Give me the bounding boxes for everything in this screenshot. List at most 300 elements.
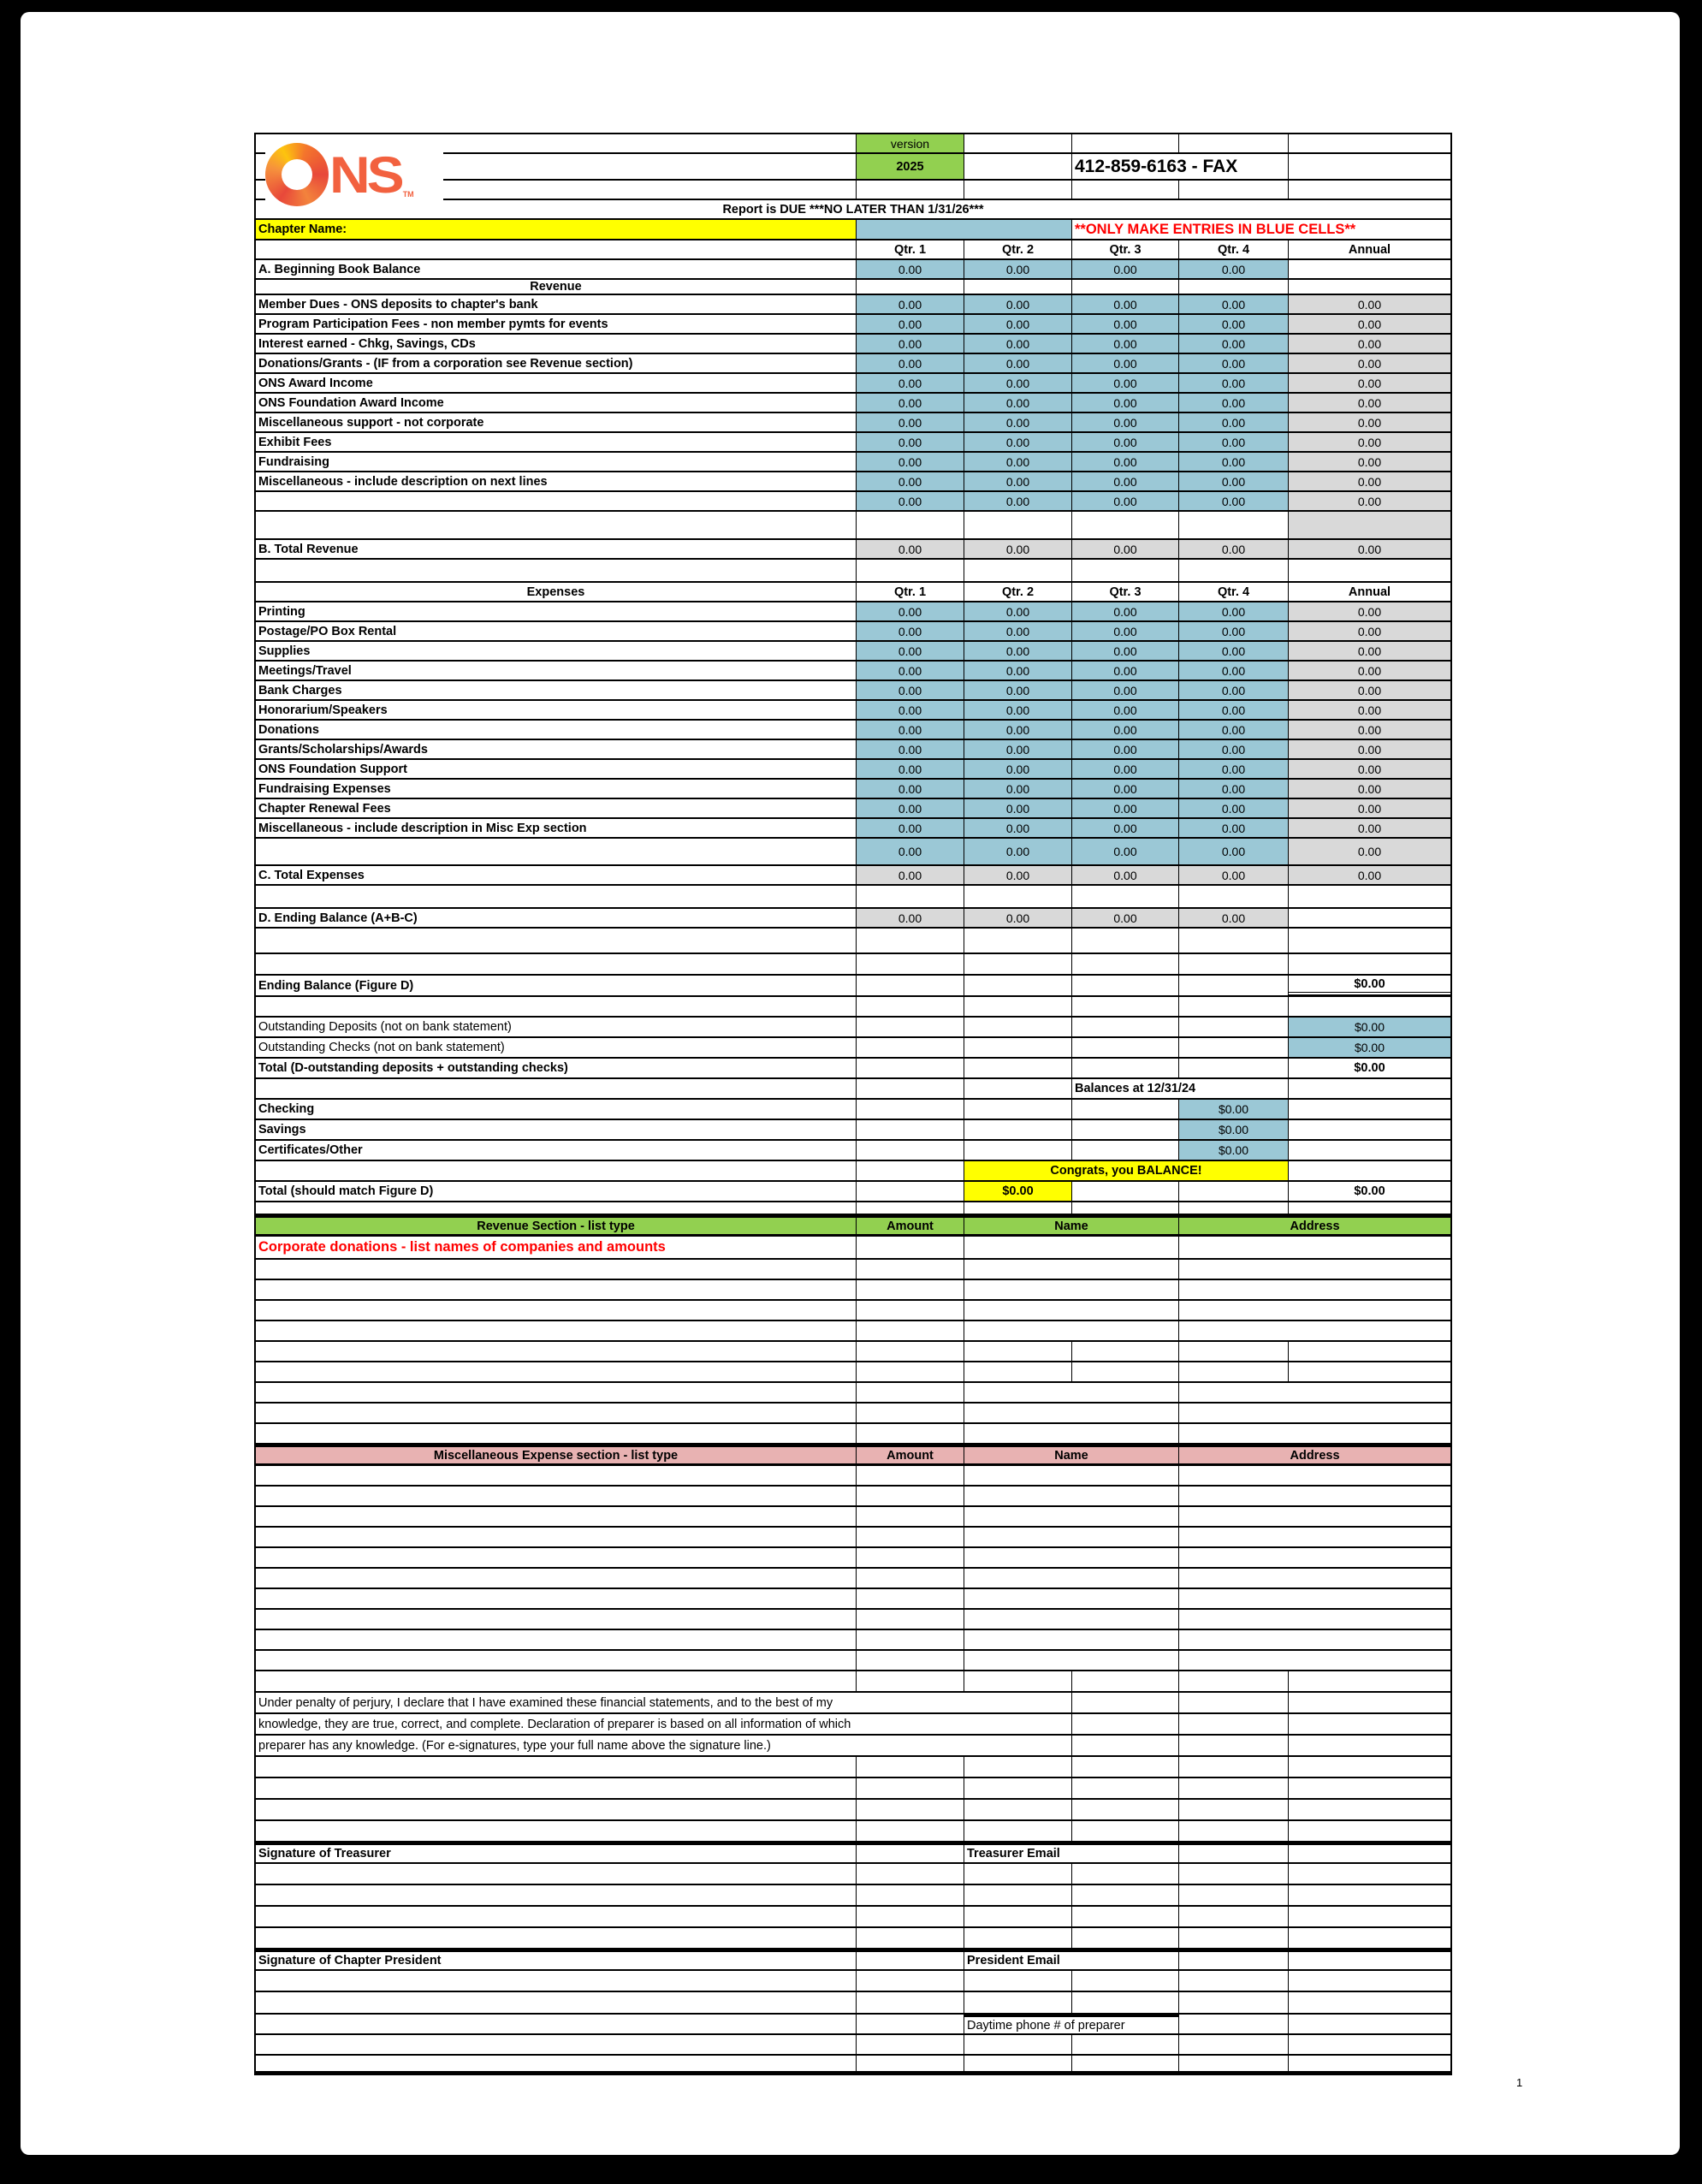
entry-cell[interactable]: 0.00 [857,819,964,837]
entry-cell[interactable]: 0.00 [857,335,964,353]
grid-cell [857,1800,964,1819]
sheet-row [256,354,1450,374]
entry-cell[interactable]: 0.00 [964,492,1072,510]
label-cell: Outstanding Deposits (not on bank statement) [256,1018,857,1036]
entry-cell[interactable]: 0.00 [1179,295,1289,313]
entry-cell[interactable]: 0.00 [1179,662,1289,680]
sheet-row [256,954,1450,976]
entry-cell[interactable]: 0.00 [857,740,964,758]
grid-cell [1072,1757,1179,1777]
value-cell: 0.00 [1289,413,1450,431]
value-cell: $0.00 [1354,1061,1385,1075]
sheet-row [256,374,1450,394]
entry-cell[interactable]: 0.00 [1072,433,1179,451]
label-cell: ONS Award Income [256,374,857,392]
grid-cell [256,1161,857,1180]
grid-cell [1179,1821,1289,1841]
grid-cell [1179,1907,1289,1926]
grid-cell [1179,997,1289,1016]
entry-cell[interactable]: 0.00 [1179,413,1289,431]
grid-cell [1289,1885,1450,1905]
sheet-row [256,1383,1450,1404]
grid-cell [964,1971,1072,1991]
entry-cell[interactable]: 0.00 [1072,472,1179,490]
entry-cell[interactable]: 0.00 [964,681,1072,699]
entry-cell[interactable]: 0.00 [857,354,964,372]
entry-cell[interactable]: 0.00 [964,433,1072,451]
grid-cell [1179,1736,1289,1755]
grid-cell [857,1059,964,1077]
grid-cell [1179,1202,1289,1214]
sheet-row [256,1079,1450,1100]
entry-cell[interactable]: 0.00 [1072,622,1179,640]
grid-cell [1179,1038,1289,1057]
value-cell: 0.00 [1289,335,1450,353]
grid-cell [1072,1059,1179,1077]
grid-cell [857,1907,964,1926]
grid-cell [1289,1714,1450,1734]
grid-cell [964,1569,1179,1588]
label-cell: Fundraising Expenses [256,780,857,798]
grid-cell [857,1182,964,1201]
entry-cell[interactable]: 0.00 [964,622,1072,640]
entry-cell[interactable]: 0.00 [1179,642,1289,660]
grid-cell [256,1885,857,1905]
sheet-row [256,602,1450,622]
grid-cell [857,886,964,907]
entry-cell[interactable]: 0.00 [1072,453,1179,471]
entry-cell[interactable]: 0.00 [964,472,1072,490]
grid-cell [964,1487,1179,1505]
entry-cell[interactable]: 0.00 [1179,453,1289,471]
value-cell: 0.00 [1289,374,1450,392]
label-cell: 412-859-6163 - FAX [1072,154,1289,179]
label-cell: Meetings/Travel [256,662,857,680]
entry-cell[interactable]: 0.00 [1179,374,1289,392]
grid-cell [857,560,964,581]
entry-cell[interactable]: 0.00 [964,839,1072,864]
sheet-row [256,701,1450,721]
entry-cell[interactable]: 0.00 [964,662,1072,680]
label-cell: Printing [256,602,857,620]
entry-cell[interactable]: 0.00 [1179,394,1289,412]
grid-cell [1179,1237,1450,1258]
entry-cell[interactable]: 0.00 [857,622,964,640]
label-cell: Interest earned - Chkg, Savings, CDs [256,335,857,353]
grid-cell [964,2035,1072,2054]
entry-cell[interactable]: 0.00 [1072,602,1179,620]
sheet-row [256,394,1450,413]
sheet-row [256,1778,1450,1800]
grid-cell [1072,181,1179,199]
grid-cell [256,1757,857,1777]
entry-cell[interactable]: 0.00 [964,335,1072,353]
entry-cell[interactable]: 0.00 [1179,354,1289,372]
grid-cell [857,1928,964,1948]
grid-cell [857,1466,964,1485]
grid-cell [1179,1182,1289,1201]
value-cell: 0.00 [1179,540,1289,558]
entry-cell[interactable]: 0.00 [857,315,964,333]
entry-cell[interactable]: $0.00 [1179,1141,1289,1160]
sheet-row [256,1714,1450,1736]
entry-cell[interactable]: $0.00 [1289,1018,1450,1036]
entry-cell[interactable]: 0.00 [857,295,964,313]
entry-cell[interactable]: 0.00 [1072,780,1179,798]
sheet-row [256,740,1450,760]
entry-cell[interactable]: 0.00 [964,295,1072,313]
grid-cell [964,1757,1072,1777]
sheet-row [256,1215,1450,1237]
entry-cell[interactable]: 0.00 [1179,721,1289,739]
sheet-row [256,1693,1450,1714]
entry-cell[interactable]: 0.00 [1179,472,1289,490]
grid-cell [256,1202,857,1214]
grid-cell [1072,1714,1179,1734]
label-cell: Fundraising [256,453,857,471]
entry-cell[interactable]: 0.00 [857,839,964,864]
label-cell: Postage/PO Box Rental [256,622,857,640]
label-cell: Chapter Name: [256,220,857,239]
label-cell: Qtr. 2 [964,583,1072,601]
entry-cell[interactable]: 0.00 [1179,315,1289,333]
entry-cell[interactable]: $0.00 [1179,1120,1289,1139]
entry-cell[interactable]: 0.00 [1072,662,1179,680]
grid-cell [1289,2035,1450,2054]
grid-cell [964,560,1072,581]
grid-cell [964,1778,1072,1798]
entry-cell[interactable]: 0.00 [1179,701,1289,719]
entry-cell[interactable]: 0.00 [964,453,1072,471]
entry-cell[interactable]: 0.00 [857,602,964,620]
entry-cell[interactable]: 0.00 [964,760,1072,778]
entry-cell[interactable]: 0.00 [1072,721,1179,739]
label-cell: Total (should match Figure D) [256,1182,857,1201]
sheet-row [256,1466,1450,1487]
grid-cell [1289,1362,1450,1381]
entry-cell[interactable]: 0.00 [857,453,964,471]
label-cell: Treasurer Email [964,1845,1179,1862]
entry-cell[interactable]: 0.00 [964,602,1072,620]
entry-cell[interactable]: 0.00 [857,492,964,510]
entry-cell[interactable]: 0.00 [964,642,1072,660]
entry-cell[interactable]: 0.00 [964,721,1072,739]
entry-cell[interactable]: 0.00 [1072,374,1179,392]
label-cell: Daytime phone # of preparer [964,2015,1179,2033]
entry-cell[interactable]: 0.00 [1179,780,1289,798]
grid-cell [857,1971,964,1991]
entry-cell[interactable]: 0.00 [1179,260,1289,278]
entry-cell[interactable]: 0.00 [964,799,1072,817]
grid-cell [1072,976,1179,995]
entry-cell[interactable]: 0.00 [1072,642,1179,660]
grid-cell [857,1404,964,1422]
entry-cell[interactable]: 0.00 [1072,740,1179,758]
grid-cell [857,181,964,199]
entry-cell[interactable]: 0.00 [857,394,964,412]
sheet-row [256,642,1450,662]
entry-cell[interactable]: 0.00 [1179,819,1289,837]
label-cell: Donations/Grants - (IF from a corporation see Revenue section) [256,354,857,372]
entry-cell[interactable]: 0.00 [857,662,964,680]
grid-cell [256,839,857,864]
grid-cell [1289,954,1450,974]
grid-cell [1179,1800,1289,1819]
grid-cell [857,1018,964,1036]
grid-cell [964,1651,1179,1670]
grid-cell [857,1079,964,1098]
entry-cell[interactable]: 0.00 [1072,295,1179,313]
grid-cell [256,1280,857,1299]
sheet-row [256,1864,1450,1885]
sheet-row [256,760,1450,780]
grid-cell [1072,1141,1179,1160]
entry-cell[interactable]: 0.00 [857,260,964,278]
entry-cell[interactable]: 0.00 [857,799,964,817]
grid-cell [256,1589,857,1608]
grid-cell [1179,1466,1450,1485]
label-cell: Amount [857,1218,964,1234]
entry-cell[interactable]: 0.00 [1179,602,1289,620]
grid-cell [256,1864,857,1884]
entry-cell[interactable]: $0.00 [1179,1100,1289,1119]
entry-cell[interactable]: 0.00 [964,260,1072,278]
sheet-row [256,1404,1450,1424]
grid-cell [256,1321,857,1340]
grid-cell [857,1671,964,1691]
entry-cell[interactable]: 0.00 [1072,354,1179,372]
entry-cell[interactable]: 0.00 [1072,839,1179,864]
entry-cell[interactable]: 0.00 [1179,799,1289,817]
entry-cell[interactable]: 0.00 [1179,760,1289,778]
entry-cell[interactable]: 0.00 [1179,681,1289,699]
grid-cell [857,512,964,538]
entry-cell[interactable]: 0.00 [857,760,964,778]
grid-cell [256,2035,857,2054]
entry-cell[interactable]: 0.00 [964,374,1072,392]
label-cell: A. Beginning Book Balance [256,260,857,278]
grid-cell [1179,2015,1289,2033]
sheet-row [256,1362,1450,1383]
label-cell: Qtr. 4 [1179,240,1289,258]
sheet-row [256,220,1450,240]
grid-cell [256,1928,857,1948]
label-cell: Honorarium/Speakers [256,701,857,719]
grid-cell [1179,1757,1289,1777]
entry-cell[interactable]: 0.00 [1072,413,1179,431]
grid-cell [1072,997,1179,1016]
label-cell: Checking [256,1100,857,1119]
sheet-row [256,1757,1450,1778]
grid-cell [256,1671,857,1691]
entry-cell[interactable]: 0.00 [1072,819,1179,837]
sheet-row [256,295,1450,315]
grid-cell [1179,1548,1450,1567]
entry-cell[interactable]: 0.00 [964,701,1072,719]
grid-cell [857,1100,964,1119]
label-cell: Grants/Scholarships/Awards [256,740,857,758]
label-cell: President Email [964,1952,1179,1969]
sheet-row [256,1928,1450,1950]
entry-cell[interactable]: 0.00 [964,354,1072,372]
grid-cell [1179,1971,1289,1991]
entry-cell[interactable]: 0.00 [1179,740,1289,758]
entry-cell[interactable]: 0.00 [857,433,964,451]
entry-cell[interactable]: 0.00 [1072,799,1179,817]
sheet-row [256,315,1450,335]
grid-cell [1179,1383,1450,1402]
value-cell: 0.00 [1289,472,1450,490]
entry-cell[interactable]: 0.00 [1072,335,1179,353]
label-cell: Miscellaneous Expense section - list type [256,1447,857,1463]
label-cell: B. Total Revenue [256,540,857,558]
ons-logo-o-hole [282,159,312,190]
entry-cell[interactable]: 0.00 [857,374,964,392]
grid-cell [1072,954,1179,974]
grid-cell [1289,1736,1450,1755]
value-cell: 0.00 [1289,662,1450,680]
entry-cell[interactable]: 0.00 [964,315,1072,333]
sheet-row [256,1237,1450,1260]
sheet-row [256,1059,1450,1079]
entry-cell[interactable]: 0.00 [1072,394,1179,412]
grid-cell [964,886,1072,907]
label-cell: Supplies [256,642,857,660]
grid-cell [256,1466,857,1485]
grid-cell [964,1589,1179,1608]
grid-cell [1179,1928,1289,1948]
label-cell: Certificates/Other [256,1141,857,1160]
grid-cell [857,1651,964,1670]
grid-cell [1179,1280,1450,1299]
grid-cell [1179,181,1289,199]
grid-cell [1289,512,1450,538]
entry-cell[interactable]: 0.00 [1072,260,1179,278]
spreadsheet-page [21,12,1680,2155]
entry-cell[interactable]: 0.00 [964,394,1072,412]
sheet-row [256,1141,1450,1161]
entry-cell[interactable]: 0.00 [1179,492,1289,510]
grid-cell [1072,1821,1179,1841]
sheet-row [256,1736,1450,1757]
grid-cell [1072,1736,1179,1755]
sheet-row [256,909,1450,929]
entry-cell[interactable]: 0.00 [857,413,964,431]
entry-cell[interactable]: 0.00 [857,681,964,699]
grid-cell [964,1301,1179,1320]
entry-cell[interactable]: 0.00 [857,472,964,490]
grid-cell [1072,1120,1179,1139]
grid-cell [1072,1362,1179,1381]
sheet-row [256,540,1450,560]
value-cell: 0.00 [1072,909,1179,927]
grid-cell [964,512,1072,538]
grid-cell [964,1548,1179,1567]
grid-cell [256,1079,857,1098]
grid-cell [1072,280,1179,294]
sheet-row [256,1182,1450,1202]
grid-cell [857,1342,964,1361]
value-cell: 0.00 [1289,819,1450,837]
grid-cell [857,1885,964,1905]
grid-cell [256,1800,857,1819]
grid-cell [256,560,857,581]
grid-cell [964,1120,1072,1139]
entry-cell[interactable]: 0.00 [1072,681,1179,699]
grid-cell [1289,1342,1450,1361]
entry-cell[interactable]: 0.00 [1179,433,1289,451]
entry-cell[interactable]: 0.00 [857,642,964,660]
grid-cell [256,1630,857,1649]
sheet-row [256,721,1450,740]
entry-cell[interactable]: 0.00 [1072,315,1179,333]
grid-cell [1072,1992,1179,2013]
grid-cell [964,1630,1179,1649]
entry-cell[interactable]: 0.00 [857,780,964,798]
grid-cell [1289,134,1450,152]
sheet-row [256,929,1450,954]
entry-cell[interactable]: 0.00 [964,780,1072,798]
value-cell: 0.00 [1289,740,1450,758]
grid-cell [256,2056,857,2071]
entry-cell[interactable]: 0.00 [1179,335,1289,353]
label-cell: Report is DUE ***NO LATER THAN 1/31/26*** [722,202,984,217]
grid-cell [1289,1671,1450,1691]
sheet-row [256,997,1450,1018]
entry-cell[interactable]: 0.00 [1072,760,1179,778]
value-cell: 0.00 [1289,622,1450,640]
entry-cell[interactable]: 0.00 [964,413,1072,431]
grid-cell [857,1362,964,1381]
grid-cell [857,2056,964,2071]
value-cell: 0.00 [1289,354,1450,372]
value-cell: 0.00 [1289,540,1450,558]
entry-cell[interactable]: 0.00 [964,740,1072,758]
value-cell: 0.00 [1289,681,1450,699]
grid-cell [1179,2035,1289,2054]
value-cell: 0.00 [1289,492,1450,510]
grid-cell [964,181,1072,199]
sheet-row [256,335,1450,354]
grid-cell [1179,1321,1450,1340]
sheet-row [256,1301,1450,1321]
entry-cell[interactable]: 0.00 [857,701,964,719]
grid-cell [1072,1885,1179,1905]
label-cell: Chapter Renewal Fees [256,799,857,817]
grid-cell [256,1487,857,1505]
entry-cell[interactable]: 0.00 [857,721,964,739]
grid-cell [256,240,857,258]
grid-cell [857,1141,964,1160]
sheet-row [256,1589,1450,1610]
ons-logo-text: NS [329,145,401,205]
entry-cell[interactable]: 0.00 [1072,492,1179,510]
entry-cell[interactable]: 0.00 [1179,839,1289,864]
entry-cell[interactable]: $0.00 [1289,1038,1450,1057]
value-cell: 0.00 [964,909,1072,927]
entry-cell[interactable] [857,220,1072,239]
sheet-row [256,1161,1450,1182]
grid-cell [857,929,964,953]
entry-cell[interactable]: 0.00 [1179,622,1289,640]
grid-cell [1289,1079,1450,1098]
label-cell: Savings [256,1120,857,1139]
label-cell: Annual [1348,242,1391,257]
entry-cell[interactable]: 0.00 [1072,701,1179,719]
entry-cell[interactable]: 0.00 [964,819,1072,837]
grid-cell [964,1260,1179,1279]
grid-cell [1289,280,1450,294]
